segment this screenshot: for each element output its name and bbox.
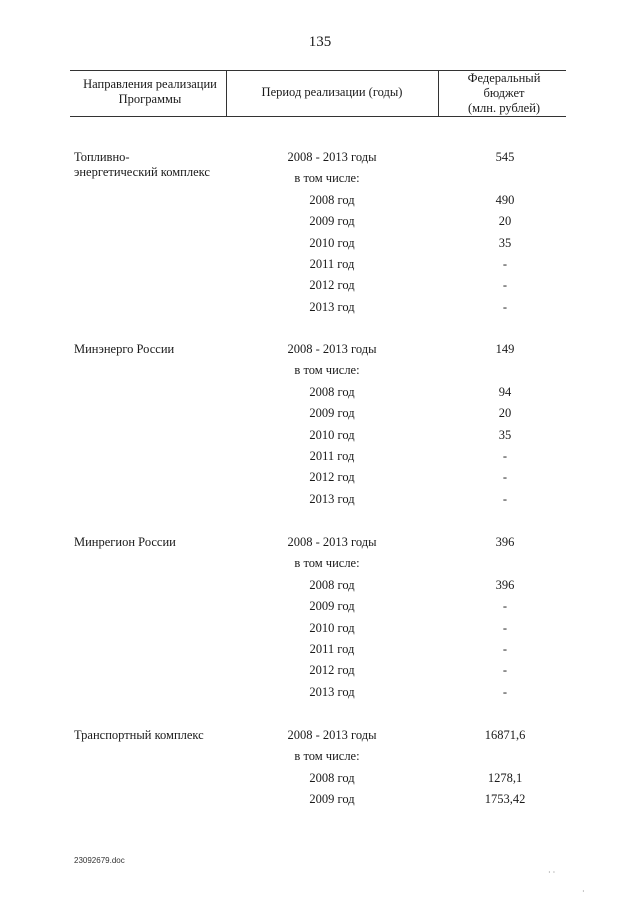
header-directions: [70, 77, 230, 107]
direction-name: Транспортный комплекс: [74, 728, 204, 742]
budget-amount: 35: [498, 428, 512, 442]
period-year: 2010 год: [309, 428, 355, 442]
page-number: 135: [308, 34, 332, 50]
budget-amount: 35: [498, 236, 512, 250]
period-year: 2008 год: [309, 771, 355, 785]
period-year: 2011 год: [309, 642, 355, 656]
period-year: 2012 год: [309, 470, 355, 484]
budget-amount: -: [502, 492, 508, 506]
budget-amount: -: [502, 685, 508, 699]
period-year: 2009 год: [309, 214, 355, 228]
period-year: 2009 год: [309, 599, 355, 613]
period-including-label: в том числе:: [294, 363, 360, 377]
scan-speck: ·: [582, 887, 585, 896]
period-total: 2008 - 2013 годы: [287, 728, 377, 742]
period-year: 2013 год: [309, 685, 355, 699]
header-divider-2: [438, 70, 439, 116]
budget-amount: 396: [495, 535, 515, 549]
period-year: 2009 год: [309, 792, 355, 806]
header-directions-line-1: Направления реализации: [83, 77, 217, 91]
budget-amount: -: [502, 449, 508, 463]
direction-name: Минэнерго России: [74, 342, 175, 356]
period-year: 2013 год: [309, 300, 355, 314]
period-year: 2008 год: [309, 578, 355, 592]
scan-speck: · ·: [548, 868, 556, 877]
period-year: 2010 год: [309, 621, 355, 635]
budget-amount: 20: [498, 406, 512, 420]
budget-amount: 149: [495, 342, 515, 356]
header-bottom-rule: [70, 116, 566, 117]
period-year: 2012 год: [309, 663, 355, 677]
budget-amount: 490: [495, 193, 515, 207]
direction-name: энергетический комплекс: [74, 165, 210, 179]
header-budget-line-3: (млн. рублей): [467, 101, 541, 115]
period-total: 2008 - 2013 годы: [287, 535, 377, 549]
header-budget-line-1: Федеральный: [467, 71, 541, 85]
budget-amount: 16871,6: [484, 728, 526, 742]
period-year: 2008 год: [309, 193, 355, 207]
header-directions-line-2: Программы: [118, 92, 182, 106]
budget-amount: 396: [495, 578, 515, 592]
budget-amount: -: [502, 663, 508, 677]
period-year: 2010 год: [309, 236, 355, 250]
direction-name: Минрегион России: [74, 535, 176, 549]
budget-amount: -: [502, 642, 508, 656]
budget-amount: -: [502, 599, 508, 613]
period-year: 2012 год: [309, 278, 355, 292]
header-divider-1: [226, 70, 227, 116]
period-including-label: в том числе:: [294, 171, 360, 185]
budget-amount: -: [502, 300, 508, 314]
period-total: 2008 - 2013 годы: [287, 150, 377, 164]
budget-amount: 94: [498, 385, 512, 399]
period-including-label: в том числе:: [294, 556, 360, 570]
period-year: 2011 год: [309, 449, 355, 463]
header-period: Период реализации (годы): [261, 85, 403, 99]
budget-amount: -: [502, 470, 508, 484]
budget-amount: -: [502, 278, 508, 292]
budget-amount: 1753,42: [484, 792, 526, 806]
budget-amount: 1278,1: [487, 771, 523, 785]
period-including-label: в том числе:: [294, 749, 360, 763]
budget-amount: -: [502, 621, 508, 635]
budget-amount: 20: [498, 214, 512, 228]
period-total: 2008 - 2013 годы: [287, 342, 377, 356]
period-year: 2011 год: [309, 257, 355, 271]
period-year: 2013 год: [309, 492, 355, 506]
document-filename: 23092679.doc: [74, 856, 125, 865]
period-year: 2008 год: [309, 385, 355, 399]
period-year: 2009 год: [309, 406, 355, 420]
direction-name: Топливно-: [74, 150, 130, 164]
budget-amount: -: [502, 257, 508, 271]
header-budget-line-2: бюджет: [483, 86, 525, 100]
budget-amount: 545: [495, 150, 515, 164]
header-budget: [442, 71, 566, 116]
